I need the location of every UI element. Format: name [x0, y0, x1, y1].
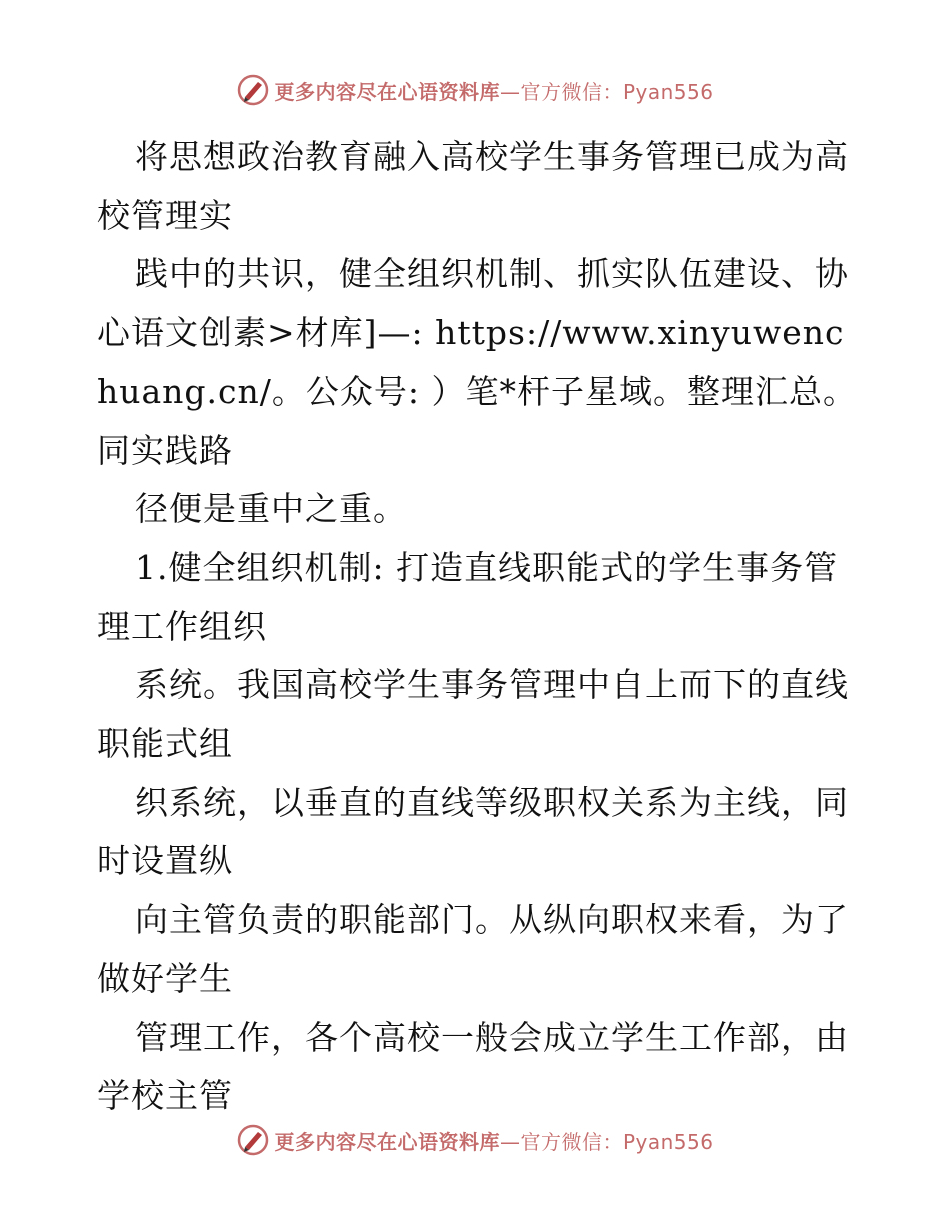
pen-logo-icon [236, 73, 270, 107]
banner-wechat-text: 官方微信：Pyan556 [520, 1129, 714, 1154]
paragraph: 1.健全组织机制: 打造直线职能式的学生事务管理工作组织 [97, 547, 839, 646]
paragraph: 织系统，以垂直的直线等级职权关系为主线，同时设置纵 [97, 782, 849, 881]
banner-separator: — [499, 1129, 521, 1154]
paragraph: 将思想政治教育融入高校学生事务管理已成为高校管理实 [97, 137, 849, 235]
banner-separator: — [499, 79, 521, 104]
document-body [97, 128, 857, 1126]
paragraph: 践中的共识，健全组织机制、抓实队伍建设、协心语文创素>材库]—: https://www.xinyuwenchuang.cn/。公众号: ）笔*杆子星域。整理汇总。同实践路 [97, 254, 858, 470]
banner-main-text: 更多内容尽在心语资料库 [274, 79, 500, 104]
footer-watermark-banner [0, 1120, 950, 1160]
banner-text [274, 1126, 713, 1155]
banner-main-text: 更多内容尽在心语资料库 [274, 1129, 500, 1154]
pen-logo-icon [236, 1123, 270, 1157]
paragraph: 向主管负责的职能部门。从纵向职权来看，为了做好学生 [97, 900, 849, 998]
banner-text [274, 76, 713, 105]
paragraph: 径便是重中之重。 [135, 489, 407, 529]
banner-wechat-text: 官方微信：Pyan556 [520, 79, 714, 104]
header-watermark-banner [0, 70, 950, 110]
paragraph: 系统。我国高校学生事务管理中自上而下的直线职能式组 [97, 665, 849, 764]
paragraph: 管理工作，各个高校一般会成立学生工作部，由学校主管 [97, 1017, 849, 1116]
